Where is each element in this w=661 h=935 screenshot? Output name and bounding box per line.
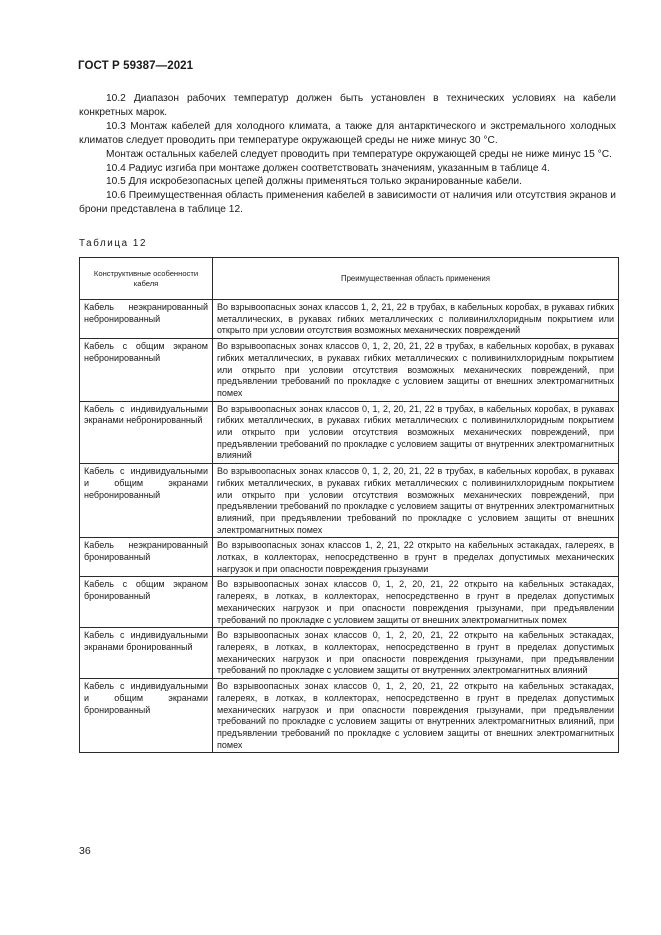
application-cell: Во взрывоопасных зонах классов 1, 2, 21, 22 в трубах, в кабельных коробах, в рукавах гибких металлических, в рукавах гибких металлических с поливинилхлоридным покрытием или открыто при условии отсутствия возможных механических повреждений [213, 300, 619, 339]
header-cable-features: Конструктивные особенности кабеля [80, 258, 213, 300]
application-cell: Во взрывоопасных зонах классов 1, 2, 21, 22 открыто на кабельных эстакадах, галереях, в лотках, в коллекторах, непосредственно в грунт в пределах допустимых механических нагрузок и при опасности повреждения грызунами [213, 538, 619, 577]
paragraph-10-2: 10.2 Диапазон рабочих температур должен быть установлен в технических условиях на кабели конкретных марок. [79, 93, 616, 118]
paragraph-10-5: 10.5 Для искробезопасных цепей должны применяться только экранированные кабели. [106, 176, 522, 188]
cable-feature-cell: Кабель с индивидуальными экранами бронированный [80, 628, 213, 679]
standard-header: ГОСТ Р 59387—2021 [78, 60, 194, 72]
page-number: 36 [79, 845, 91, 857]
table-row [80, 300, 619, 339]
cable-feature-cell: Кабель с индивидуальными и общим экранами бронированный [80, 679, 213, 753]
cable-feature-cell: Кабель неэкранированный небронированный [80, 300, 213, 339]
header-application-area: Преимущественная область применения [213, 258, 619, 300]
application-cell: Во взрывоопасных зонах классов 0, 1, 2, 20, 21, 22 открыто на кабельных эстакадах, галереях, в лотках, в коллекторах, непосредственно в грунт в пределах допустимых механических нагрузок и при опасности повреждения грызунами, при предъявлении требований по прокладке с условием защиты от внутренних электромагнитных влияний, при предъявлении требований по прокладке с условием защиты от внешних электромагнитных помех [213, 679, 619, 753]
cable-feature-cell: Кабель с индивидуальными и общим экранами небронированный [80, 464, 213, 538]
cable-feature-cell: Кабель неэкранированный бронированный [80, 538, 213, 577]
table-row [80, 339, 619, 402]
body-text [79, 92, 616, 217]
paragraph-10-4: 10.4 Радиус изгиба при монтаже должен соответствовать значениям, указанным в таблице 4. [106, 162, 550, 174]
table-header-row [80, 258, 619, 300]
table-row [80, 401, 619, 464]
application-cell: Во взрывоопасных зонах классов 0, 1, 2, 20, 21, 22 в трубах, в кабельных коробах, в рукавах гибких металлических, в рукавах гибких металлических с поливинилхлоридным покрытием или открыто при условии отсутствия возможных механических повреждений, при предъявлении требований по прокладке с условием защиты от внутренних электромагнитных влияний, при предъявлении требований по прокладке с условием защиты от внешних электромагнитных помех [213, 464, 619, 538]
table-title: Таблица 12 [79, 238, 148, 249]
paragraph-10-6: 10.6 Преимущественная область применения кабелей в зависимости от наличия или отсутствия экранов и брони представлена в таблице 12. [79, 190, 616, 216]
table-row [80, 628, 619, 679]
cable-feature-cell: Кабель с индивидуальными экранами небронированный [80, 401, 213, 464]
cable-feature-cell: Кабель с общим экраном небронированный [80, 339, 213, 402]
application-cell: Во взрывоопасных зонах классов 0, 1, 2, 20, 21, 22 в трубах, в кабельных коробах, в рукавах гибких металлических, в рукавах гибких металлических с поливинилхлоридным покрытием или открыто при условии отсутствия возможных механических повреждений, при предъявлении требований по прокладке с условием защиты от внутренних электромагнитных влияний [213, 401, 619, 464]
paragraph-10-3: 10.3 Монтаж кабелей для холодного климата, а также для антарктического и экстремального холодных климатов следует проводить при температуре окружающей среды не ниже минус 30 °С. [79, 120, 616, 146]
cable-application-table [79, 257, 619, 753]
paragraph-10-3-continued: Монтаж остальных кабелей следует проводить при температуре окружающей среды не ниже минус 15 °С. [106, 148, 612, 160]
application-cell: Во взрывоопасных зонах классов 0, 1, 2, 20, 21, 22 открыто на кабельных эстакадах, галереях, в лотках, в коллекторах, непосредственно в грунт в пределах допустимых механических нагрузок и при опасности повреждения грызунами, при предъявлении требований по прокладке с условием защиты от внешних электромагнитных помех [213, 577, 619, 628]
cable-feature-cell: Кабель с общим экраном бронированный [80, 577, 213, 628]
table-row [80, 464, 619, 538]
application-cell: Во взрывоопасных зонах классов 0, 1, 2, 20, 21, 22 в трубах, в кабельных коробах, в рукавах гибких металлических, в рукавах гибких металлических с поливинилхлоридным покрытием или открыто при условии отсутствия возможных механических повреждений, при предъявлении требований по прокладке с условием защиты от внешних электромагнитных помех [213, 339, 619, 402]
application-cell: Во взрывоопасных зонах классов 0, 1, 2, 20, 21, 22 открыто на кабельных эстакадах, галереях, в лотках, в коллекторах, непосредственно в грунт в пределах допустимых механических нагрузок и при опасности повреждения грызунами, при предъявлении требований по прокладке с условием защиты от внутренних электромагнитных влияний [213, 628, 619, 679]
table-row [80, 538, 619, 577]
table-row [80, 679, 619, 753]
table-row [80, 577, 619, 628]
